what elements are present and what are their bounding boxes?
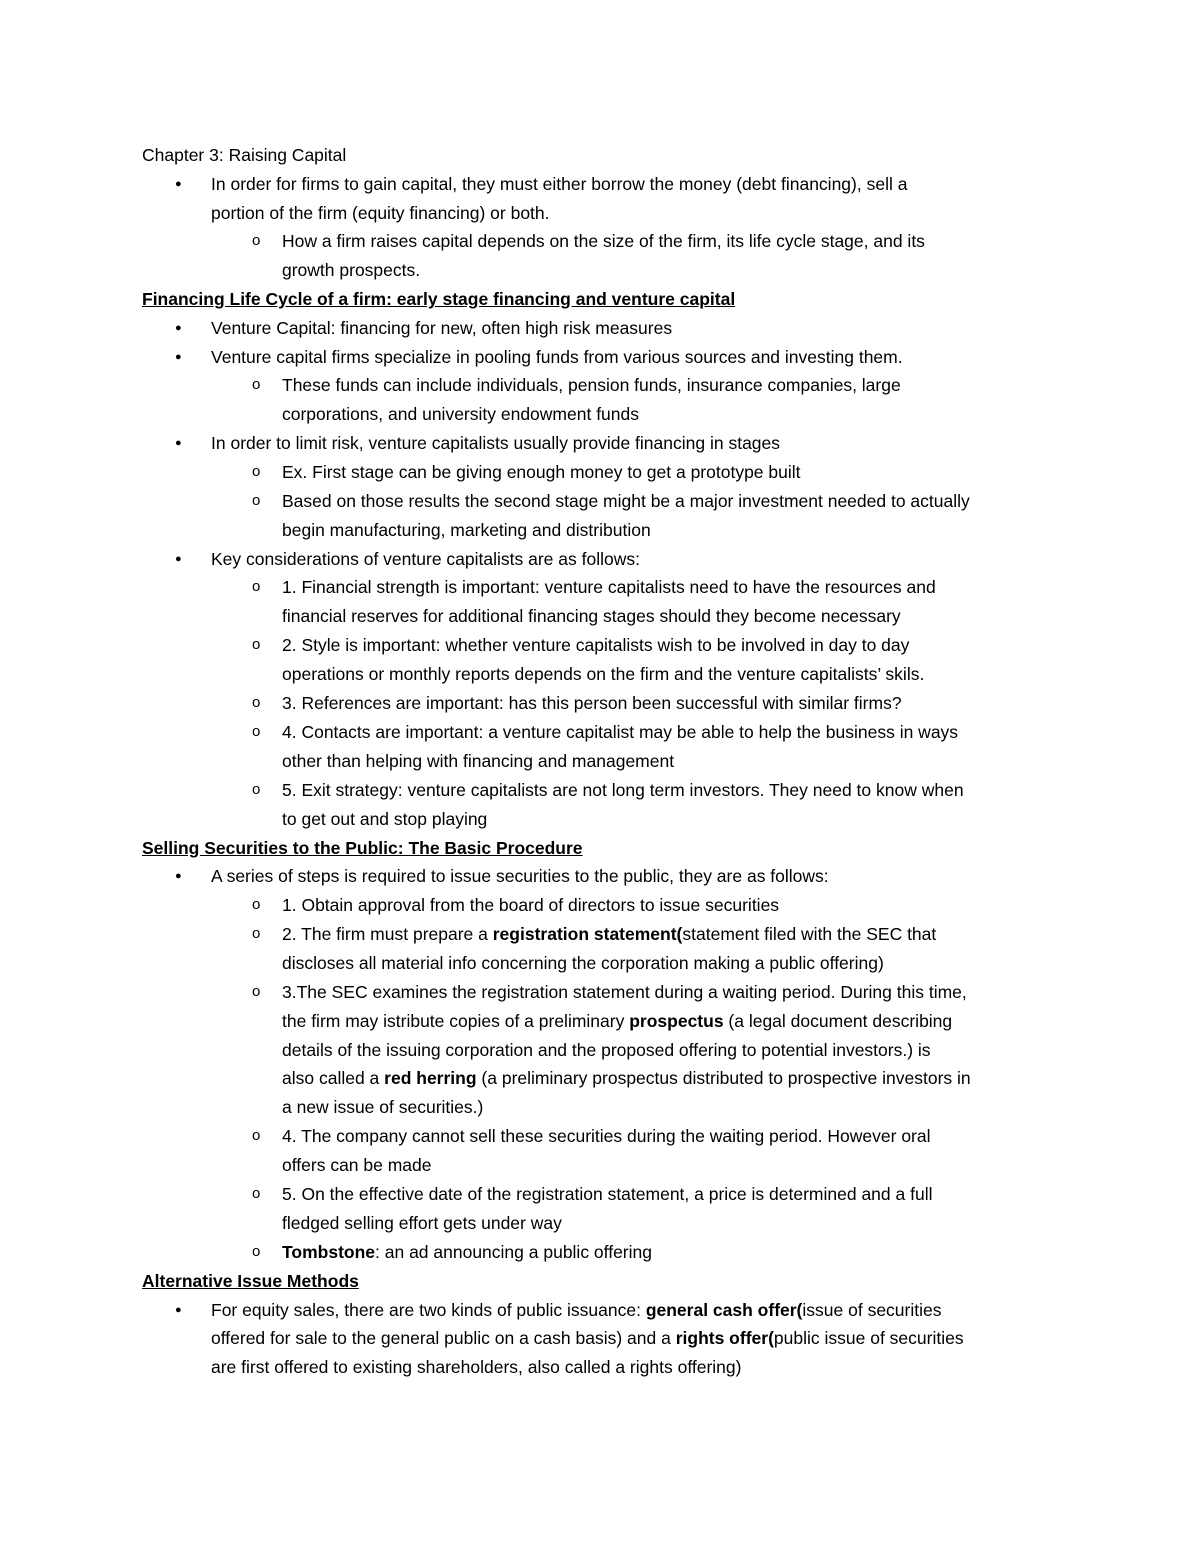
- bullet-icon: ●: [175, 553, 182, 565]
- text-run: also called a: [282, 1068, 385, 1088]
- bullet-icon: ●: [175, 351, 182, 363]
- bullet-icon: ●: [175, 322, 182, 334]
- bullet-icon: ●: [175, 178, 182, 190]
- sub-bullet-icon: o: [252, 463, 261, 480]
- paragraph-line: 1. Financial strength is important: venture capitalists need to have the resources and: [282, 577, 936, 597]
- paragraph-line: to get out and stop playing: [282, 809, 488, 829]
- paragraph-line: How a firm raises capital depends on the size of the firm, its life cycle stage, and its: [282, 231, 925, 251]
- sub-bullet-icon: o: [252, 925, 261, 942]
- term-bold: Tombstone: [282, 1242, 376, 1262]
- paragraph-line: 5. On the effective date of the registration statement, a price is determined and a full: [282, 1184, 933, 1204]
- term-bold: prospectus: [629, 1011, 724, 1031]
- paragraph-line: Key considerations of venture capitalists are as follows:: [211, 549, 640, 569]
- sub-bullet-icon: o: [252, 723, 261, 740]
- paragraph-line: growth prospects.: [282, 260, 421, 280]
- paragraph-line: begin manufacturing, marketing and distribution: [282, 520, 651, 540]
- paragraph-line: Based on those results the second stage might be a major investment needed to actually: [282, 491, 970, 511]
- term-bold: registration statement(: [492, 924, 683, 944]
- paragraph-line: are first offered to existing shareholders, also called a rights offering): [211, 1357, 742, 1377]
- sub-bullet-icon: o: [252, 1243, 261, 1260]
- text-run: (a preliminary prospectus distributed to prospective investors in: [476, 1068, 971, 1088]
- paragraph-line: offers can be made: [282, 1155, 432, 1175]
- paragraph-line: other than helping with financing and management: [282, 751, 675, 771]
- paragraph-line: [282, 924, 936, 944]
- text-run: (a legal document describing: [723, 1011, 953, 1031]
- sub-bullet-icon: o: [252, 1185, 261, 1202]
- paragraph-line: 4. Contacts are important: a venture capitalist may be able to help the business in ways: [282, 722, 959, 742]
- paragraph-line: 5. Exit strategy: venture capitalists are not long term investors. They need to know when: [282, 780, 964, 800]
- paragraph-line: These funds can include individuals, pension funds, insurance companies, large: [282, 375, 901, 395]
- text-run: offered for sale to the general public on a cash basis) and a: [211, 1328, 676, 1348]
- paragraph-line: details of the issuing corporation and the proposed offering to potential investors.) is: [282, 1040, 931, 1060]
- section-heading: Financing Life Cycle of a firm: early stage financing and venture capital: [142, 289, 736, 309]
- text-run: For equity sales, there are two kinds of public issuance:: [211, 1300, 646, 1320]
- sub-bullet-icon: o: [252, 578, 261, 595]
- term-bold: red herring: [384, 1068, 477, 1088]
- paragraph-line: financial reserves for additional financing stages should they become necessary: [282, 606, 901, 626]
- paragraph-line: Venture capital firms specialize in pooling funds from various sources and investing them.: [211, 347, 903, 367]
- text-run: the firm may istribute copies of a preliminary: [282, 1011, 630, 1031]
- paragraph-line: 2. Style is important: whether venture capitalists wish to be involved in day to day: [282, 635, 910, 655]
- paragraph-line: In order for firms to gain capital, they must either borrow the money (debt financing), sell a: [211, 174, 908, 194]
- sub-bullet-icon: o: [252, 983, 261, 1000]
- paragraph-line: [211, 1328, 964, 1348]
- section-heading: Alternative Issue Methods: [142, 1271, 359, 1291]
- paragraph-line: 1. Obtain approval from the board of directors to issue securities: [282, 895, 780, 915]
- term-bold: rights offer(: [675, 1328, 774, 1348]
- paragraph-line: operations or monthly reports depends on the firm and the venture capitalists’ skils.: [282, 664, 925, 684]
- paragraph-line: 3.The SEC examines the registration statement during a waiting period. During this time,: [282, 982, 967, 1002]
- paragraph-line: 4. The company cannot sell these securities during the waiting period. However oral: [282, 1126, 931, 1146]
- paragraph-line: portion of the firm (equity financing) or both.: [211, 203, 550, 223]
- sub-bullet-icon: o: [252, 492, 261, 509]
- paragraph-line: 3. References are important: has this person been successful with similar firms?: [282, 693, 902, 713]
- paragraph-line: In order to limit risk, venture capitalists usually provide financing in stages: [211, 433, 781, 453]
- text-run: public issue of securities: [773, 1328, 964, 1348]
- paragraph-line: [282, 1011, 952, 1031]
- paragraph-line: Ex. First stage can be giving enough money to get a prototype built: [282, 462, 801, 482]
- sub-bullet-icon: o: [252, 694, 261, 711]
- bullet-icon: ●: [175, 1304, 182, 1316]
- text-run: : an ad announcing a public offering: [375, 1242, 652, 1262]
- sub-bullet-icon: o: [252, 636, 261, 653]
- paragraph-line: a new issue of securities.): [282, 1097, 484, 1117]
- sub-bullet-icon: o: [252, 1127, 261, 1144]
- sub-bullet-icon: o: [252, 376, 261, 393]
- text-run: statement filed with the SEC that: [682, 924, 937, 944]
- sub-bullet-icon: o: [252, 232, 261, 249]
- text-run: issue of securities: [802, 1300, 942, 1320]
- paragraph-line: corporations, and university endowment funds: [282, 404, 640, 424]
- paragraph-line: fledged selling effort gets under way: [282, 1213, 562, 1233]
- paragraph-line: A series of steps is required to issue securities to the public, they are as follows:: [211, 866, 829, 886]
- text-run: 2. The firm must prepare a: [282, 924, 493, 944]
- term-bold: general cash offer(: [645, 1300, 803, 1320]
- sub-bullet-icon: o: [252, 781, 261, 798]
- bullet-icon: ●: [175, 870, 182, 882]
- paragraph-line: [282, 1068, 971, 1088]
- paragraph-line: Venture Capital: financing for new, often high risk measures: [211, 318, 673, 338]
- bullet-icon: ●: [175, 437, 182, 449]
- sub-bullet-icon: o: [252, 896, 261, 913]
- page-title: Chapter 3: Raising Capital: [142, 145, 347, 165]
- paragraph-line: discloses all material info concerning the corporation making a public offering): [282, 953, 884, 973]
- paragraph-line: [282, 1242, 652, 1262]
- section-heading: Selling Securities to the Public: The Basic Procedure: [142, 838, 583, 858]
- paragraph-line: [211, 1300, 941, 1320]
